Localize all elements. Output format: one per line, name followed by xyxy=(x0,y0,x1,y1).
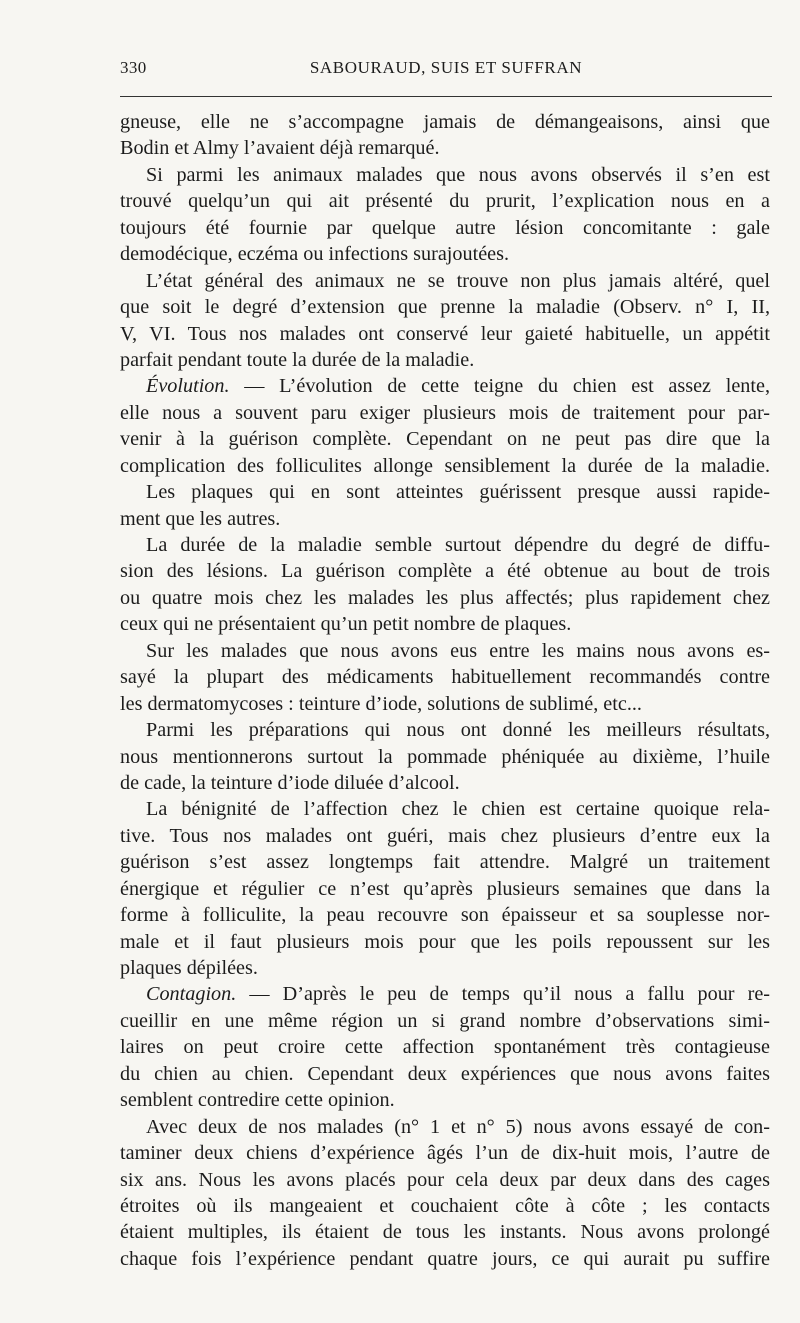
text-segment: énergique et régulier ce n’est qu’après plusieurs semaines que dans la xyxy=(120,877,770,900)
text-segment: gneuse, elle ne s’accompagne jamais de démangeaisons, ainsi que xyxy=(120,111,770,133)
text-line xyxy=(120,876,770,902)
text-line xyxy=(120,638,770,664)
section-heading: Contagion. xyxy=(146,983,237,1006)
text-segment: trouvé quelqu’un qui ait présenté du prurit, l’explication nous en a xyxy=(120,190,770,213)
text-line xyxy=(120,347,770,373)
page-number: 330 xyxy=(120,58,147,77)
text-segment: Avec deux de nos malades (n° 1 et n° 5) nous avons essayé de con- xyxy=(146,1115,770,1138)
text-segment: Si parmi les animaux malades que nous avons observés il s’en est xyxy=(146,163,770,186)
section-heading: Évolution. xyxy=(146,375,230,398)
text-line xyxy=(120,585,770,611)
text-line xyxy=(120,215,770,241)
page-header xyxy=(120,58,772,86)
text-line xyxy=(120,1114,770,1140)
text-line xyxy=(120,1246,770,1272)
text-segment: elle nous a souvent paru exiger plusieurs mois de traitement pour par- xyxy=(120,401,770,424)
text-line xyxy=(120,109,770,135)
text-line xyxy=(120,770,770,796)
text-line xyxy=(120,268,770,294)
text-segment: les dermatomycoses : teinture d’iode, solutions de sublimé, etc... xyxy=(120,692,642,715)
text-line xyxy=(120,849,770,875)
text-segment: La bénignité de l’affection chez le chien est certaine quoique rela- xyxy=(146,798,770,821)
text-line xyxy=(120,1034,770,1060)
text-segment: Sur les malades que nous avons eus entre les mains nous avons es- xyxy=(146,639,770,662)
text-line xyxy=(120,241,770,267)
text-segment: ment que les autres. xyxy=(120,507,281,530)
text-segment: étaient multiples, ils étaient de tous les instants. Nous avons prolongé xyxy=(120,1221,770,1244)
text-line xyxy=(120,744,770,770)
text-segment: que soit le degré d’extension que prenne la maladie (Observ. n° I, II, xyxy=(120,296,770,319)
text-line xyxy=(120,506,770,532)
text-segment: Parmi les préparations qui nous ont donné les meilleurs résultats, xyxy=(146,719,770,742)
text-segment: ou quatre mois chez les malades les plus affectés; plus rapidement chez xyxy=(120,586,770,609)
text-segment: étroites où ils mangeaient et couchaient côte à côte ; les contacts xyxy=(120,1194,770,1217)
text-segment: male et il faut plusieurs mois pour que les poils repoussent sur les xyxy=(120,930,770,953)
text-line xyxy=(120,321,770,347)
text-line xyxy=(120,1219,770,1245)
text-segment: demodécique, eczéma ou infections surajoutées. xyxy=(120,243,510,266)
text-line xyxy=(120,717,770,743)
text-segment: L’état général des animaux ne se trouve non plus jamais altéré, quel xyxy=(146,269,770,292)
text-segment: La durée de la maladie semble surtout dépendre du degré de diffu- xyxy=(146,534,770,556)
text-line xyxy=(120,135,770,161)
text-line xyxy=(120,162,770,188)
text-segment: guérison s’est assez longtemps fait attendre. Malgré un traitement xyxy=(120,851,770,874)
text-segment: toujours été fournie par quelque autre lésion concomitante : gale xyxy=(120,216,770,239)
text-line xyxy=(120,1008,770,1034)
text-line xyxy=(120,902,770,928)
text-segment: Les plaques qui en sont atteintes guérissent presque aussi rapide- xyxy=(146,481,770,504)
text-segment: nous mentionnerons surtout la pommade phéniquée au dixième, l’huile xyxy=(120,745,770,768)
text-segment: chaque fois l’expérience pendant quatre jours, ce qui aurait pu suffire xyxy=(120,1247,770,1270)
text-segment: tive. Tous nos malades ont guéri, mais chez plusieurs d’entre eux la xyxy=(120,824,770,847)
text-line xyxy=(120,1087,770,1113)
body-text xyxy=(120,109,770,1272)
text-line xyxy=(120,532,770,558)
text-segment: Bodin et Almy l’avaient déjà remarqué. xyxy=(120,137,440,160)
text-line xyxy=(120,796,770,822)
text-line xyxy=(120,400,770,426)
text-segment: venir à la guérison complète. Cependant on ne peut pas dire que la xyxy=(120,428,770,451)
text-segment: — D’après le peu de temps qu’il nous a fallu pour re- xyxy=(236,983,770,1006)
text-line xyxy=(120,691,770,717)
text-line xyxy=(120,823,770,849)
text-line xyxy=(120,558,770,584)
text-segment: forme à folliculite, la peau recouvre son épaisseur et sa souplesse nor- xyxy=(120,904,770,927)
text-segment: sion des lésions. La guérison complète a été obtenue au bout de trois xyxy=(120,560,770,583)
text-segment: ceux qui ne présentaient qu’un petit nombre de plaques. xyxy=(120,613,572,636)
text-segment: de cade, la teinture d’iode diluée d’alcool. xyxy=(120,771,460,794)
text-segment: complication des folliculites allonge sensiblement la durée de la maladie. xyxy=(120,454,770,477)
text-line xyxy=(120,1061,770,1087)
text-line xyxy=(120,453,770,479)
text-line xyxy=(120,955,770,981)
text-segment: semblent contredire cette opinion. xyxy=(120,1089,395,1112)
text-line xyxy=(120,1193,770,1219)
text-line xyxy=(120,611,770,637)
text-segment: — L’évolution de cette teigne du chien est assez lente, xyxy=(229,375,770,398)
text-line xyxy=(120,664,770,690)
running-head: SABOURAUD, SUIS ET SUFFRAN xyxy=(309,58,583,77)
text-line xyxy=(120,929,770,955)
text-line xyxy=(120,373,770,399)
text-segment: sayé la plupart des médicaments habituellement recommandés contre xyxy=(120,666,770,689)
text-line xyxy=(120,294,770,320)
text-line xyxy=(120,188,770,214)
text-segment: plaques dépilées. xyxy=(120,957,258,979)
text-line xyxy=(120,479,770,505)
text-segment: laires on peut croire cette affection spontanément très contagieuse xyxy=(120,1036,770,1059)
header-rule xyxy=(120,96,772,97)
text-line xyxy=(120,981,770,1007)
text-segment: parfait pendant toute la durée de la maladie. xyxy=(120,348,475,371)
text-segment: cueillir en une même région un si grand nombre d’observations simi- xyxy=(120,1009,770,1032)
text-segment: six ans. Nous les avons placés pour cela deux par deux dans des cages xyxy=(120,1168,770,1191)
text-segment: du chien au chien. Cependant deux expériences que nous avons faites xyxy=(120,1062,770,1085)
text-line xyxy=(120,1140,770,1166)
text-line xyxy=(120,1167,770,1193)
text-line xyxy=(120,426,770,452)
text-segment: V, VI. Tous nos malades ont conservé leur gaieté habituelle, un appétit xyxy=(120,322,770,345)
text-segment: taminer deux chiens d’expérience âgés l’un de dix-huit mois, l’autre de xyxy=(120,1142,770,1165)
